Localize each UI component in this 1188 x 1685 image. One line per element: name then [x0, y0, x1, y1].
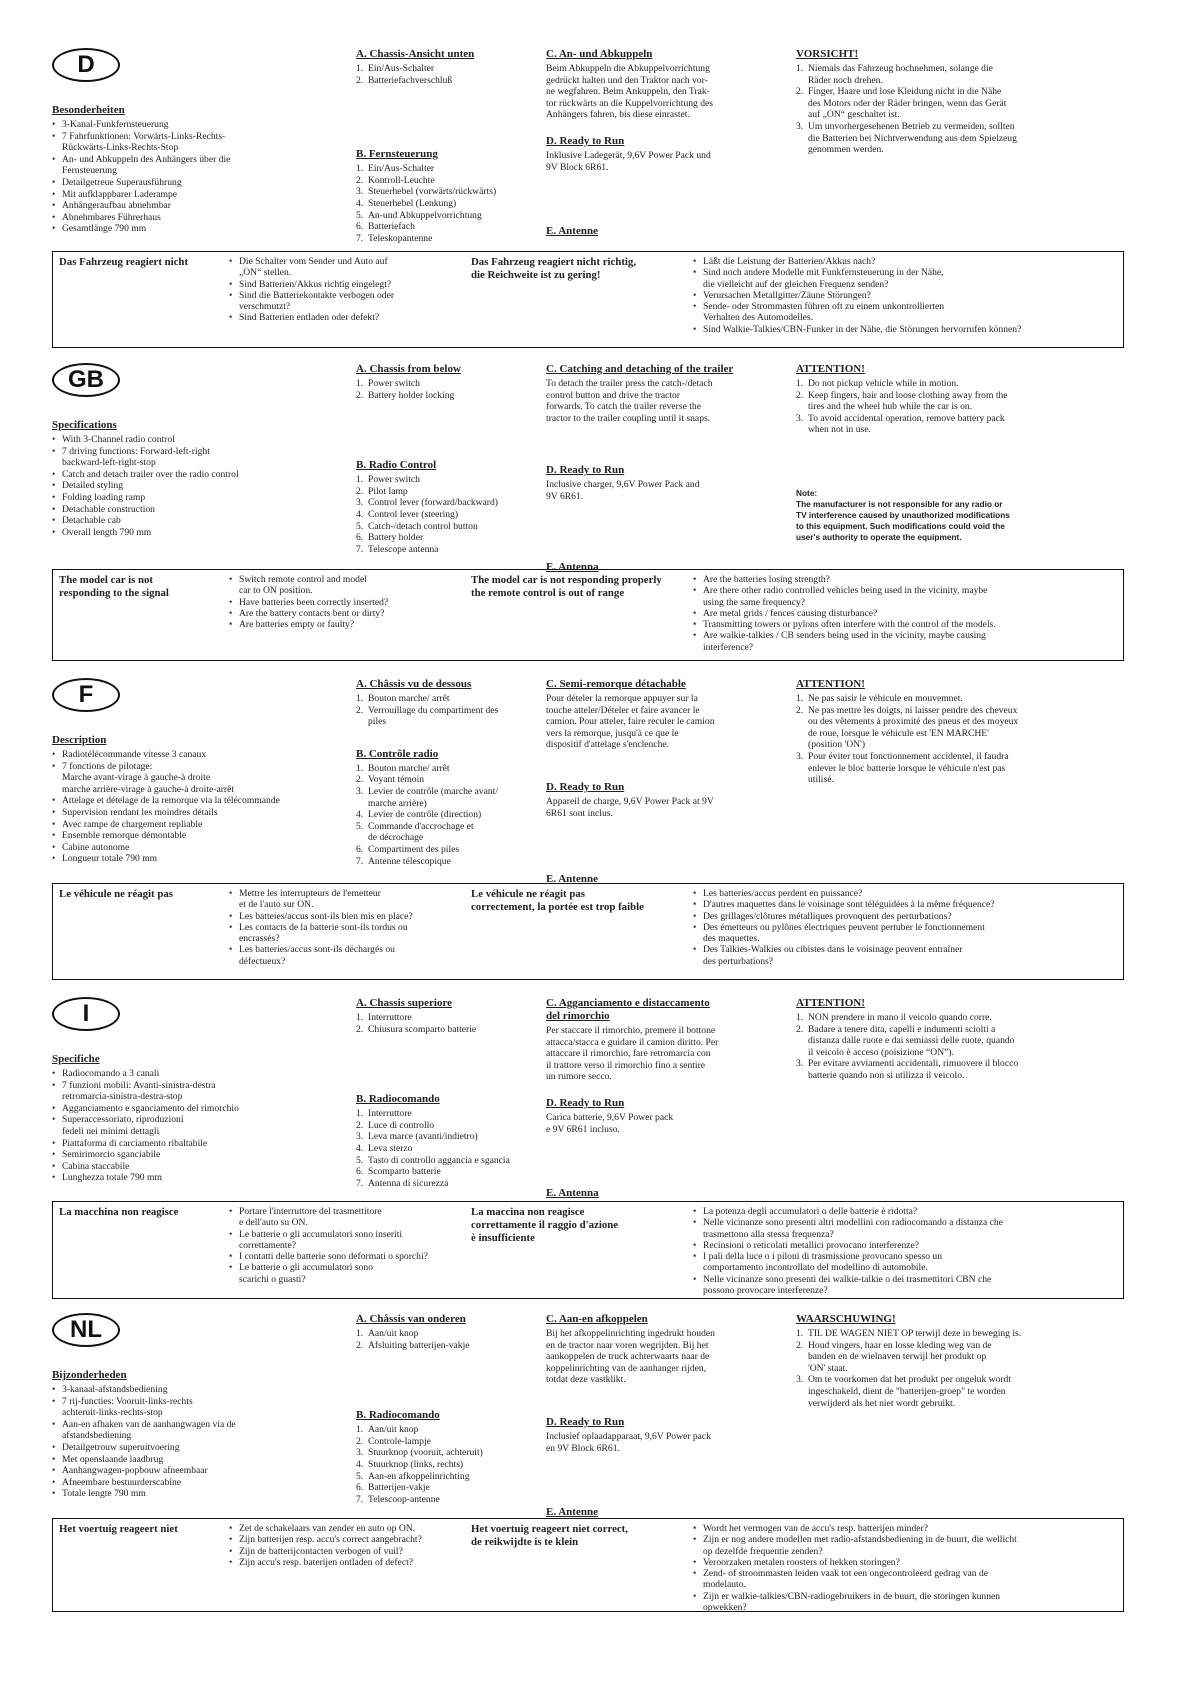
coupling-column	[546, 1313, 746, 1521]
list-item: • La potenza degli accumulatori o delle batterie è ridotta?	[703, 1206, 1127, 1217]
coupling-column	[546, 48, 746, 240]
numbered-item: 3. Levier de contrôle (marche avant/ marche arrière)	[356, 785, 498, 809]
list-item: • Are the battery contacts bent or dirty?	[239, 608, 469, 619]
numbered-item: 2. Ne pas mettre les doigts, ni laisser pendre des cheveux ou des vêtements à proximité des pneus et des moyeux de roue, lorsque le véhicule est 'EN MARCHE' (position 'ON')	[796, 704, 1019, 751]
numbered-item: 3. Om te voorkomen dat het produkt per ongeluk wordt ingeschakeld, dient de "batterijen-groep" te worden verwijderd als het niet wordt gebruikt.	[796, 1374, 1012, 1409]
warning-column	[796, 997, 1058, 1082]
poor-range-list	[693, 1523, 1127, 1613]
list-item: • Zijn batterijen resp. accu's correct aangebracht?	[239, 1534, 469, 1545]
warning-title: ATTENTION!	[796, 997, 865, 1009]
numbered-item: 1. Niemals das Fahrzeug hochnehmen, solange die Räder noch drehen.	[796, 63, 993, 86]
warning-title: ATTENTION!	[796, 363, 865, 375]
list-item: • Mettre les interrupteurs de l'emetteur et de l'auto sur ON.	[239, 888, 469, 911]
numbered-item: 1. NON prendere in mano il veicolo quando corre.	[796, 1012, 992, 1023]
warning-list	[796, 1012, 1058, 1082]
list-item: • Sind noch andere Modelle mit Funkfernsteuerung in der Nähe, die vielleicht auf der gleichen Frequenz senden?	[703, 267, 1127, 290]
numbered-item: 6. Scomparto batterie	[356, 1166, 441, 1178]
numbered-item: 3. Pour éviter tout fonctionnement accidentel, il faudra enlever le bloc batterie lorsque le véhicule n'est pas utilisé.	[796, 750, 1009, 786]
list-item: • Superaccessoriato, riproduzioni fedeli nei minimi dettagli	[62, 1114, 337, 1137]
list-item: • I contatti delle batterie sono deformati o sporchi?	[239, 1251, 469, 1262]
numbered-item: 1. Ein/Aus-Schalter	[356, 163, 435, 175]
poor-range-list	[693, 256, 1127, 335]
numbered-item: 7. Antenna di sicurezza	[356, 1177, 449, 1189]
list-item: • Zend- of stroommasten leiden vaak tot een ongecontroleerd gedrag van de modelauto.	[703, 1568, 1127, 1591]
no-response-list	[229, 256, 469, 324]
chassis-title: A. Chassis superiore	[356, 997, 453, 1009]
warning-column	[796, 48, 1058, 156]
numbered-item: 5. Aan-en afkoppelinrichting	[356, 1470, 470, 1482]
chassis-title: A. Chassis from below	[356, 363, 461, 375]
list-item: • Läßt die Leistung der Batterien/Akkus nach?	[703, 256, 1127, 267]
list-item: • Afneembare bestuurderscabine	[62, 1477, 337, 1489]
antenna-title: E. Antenne	[546, 225, 598, 238]
list-item: • Aan-en afhaken van de aanhangwagen via de afstandsbediening	[62, 1419, 337, 1442]
list-item: • Sind Walkie-Talkies/CBN-Funker in der Nähe, die Störungen hervorrufen können?	[703, 324, 1127, 335]
ready-to-run-text: Appareil de charge, 9,6V Power Pack at 9V 6R61 sont inclus.	[546, 795, 714, 819]
list-item: • Are the batteries losing strength?	[703, 574, 1127, 585]
list-item: • 3-Kanal-Funkfernsteuerung	[62, 119, 337, 131]
list-item: • Detailed styling	[62, 480, 337, 492]
numbered-item: 3. Stuurknop (vooruit, achteruit)	[356, 1447, 483, 1459]
chassis-title: A. Chåssis van onderen	[356, 1313, 466, 1325]
list-item: • Are batteries empty or faulty?	[239, 619, 469, 630]
list-item: • Detailgetreue Superausführung	[62, 177, 337, 189]
list-item: • Le batterie o gli accumulatori sono scarichi o guasti?	[239, 1262, 469, 1285]
radio-control-title: B. Radiocomando	[356, 1093, 440, 1106]
ready-to-run-title: D. Ready to Run	[546, 1096, 625, 1109]
disclaimer-note	[796, 488, 1058, 543]
radio-control-title: B. Radio Control	[356, 459, 437, 472]
list-item: • Cabine autonome	[62, 842, 337, 854]
numbered-item: 2. Keep fingers, hair and loose clothing away from the tires and the wheel hub while the car is on.	[796, 389, 1008, 413]
parts-column	[356, 1313, 536, 1505]
list-item: • Detailgetrouw superuitvoering	[62, 1442, 337, 1454]
coupling-text: Beim Abkuppeln die Abkuppelvorrichtung gedrückt halten und den Traktor nach vor- ne wegfahren. Beim Ankuppeln, den Trak- tor rückwärts an die Kuppelvorrichtung des Anhängers fahren, bis diese einrastet.	[546, 63, 714, 121]
list-item: • Sind Batterien/Akkus richtig eingelegt?	[239, 279, 469, 290]
list-item: • Detachable construction	[62, 504, 337, 516]
list-item: • Zijn er walkie-talkies/CBN-radiogebruikers in de buurt, die storingen kunnen opwekken?	[703, 1591, 1127, 1614]
coupling-text: Pour dételer la remorque appuyer sur la touche atteler/Dételer et faire avancer le camion. Pour atteler, faire reculer le camion vers la remorque, jusqu'à ce que le dispositif d'attelage s'enclenche.	[546, 693, 715, 751]
numbered-item: 6. Compartiment des piles	[356, 843, 460, 855]
numbered-item: 7. Antenne télescopique	[356, 855, 451, 867]
poor-range-list	[693, 574, 1127, 653]
chassis-list	[356, 378, 536, 401]
numbered-item: 1. Do not pickup vehicle while in motion.	[796, 378, 959, 389]
list-item: • 7 funzioni mobili: Avanti-sinistra-destra retromarcia-sinistra-destra-stop	[62, 1080, 337, 1103]
no-response-label: Het voertuig reageert niet	[59, 1523, 178, 1535]
numbered-item: 6. Batterijen-vakje	[356, 1482, 430, 1494]
list-item: • Cabina staccabile	[62, 1161, 337, 1173]
numbered-item: 4. Stuurknop (links, rechts)	[356, 1458, 464, 1470]
specs-list	[52, 119, 337, 235]
no-response-label: La macchina non reagisce	[59, 1206, 179, 1218]
numbered-item: 2. Houd vingers, haar en losse kleding weg van de banden en de wielnaven terwijl het produkt op 'ON' staat.	[796, 1339, 992, 1374]
numbered-item: 4. Control lever (steering)	[356, 508, 459, 520]
list-item: • Zet de schakelaars van zender en auto op ON.	[239, 1523, 469, 1534]
specs-title: Specifiche	[52, 1053, 100, 1065]
numbered-item: 2. Batteriefachverschluß	[356, 74, 453, 86]
list-item: • Ensemble remorque démontable	[62, 830, 337, 842]
warning-column	[796, 363, 1058, 543]
note-line: Note:	[796, 487, 818, 498]
warning-list	[796, 378, 1058, 436]
ready-to-run-text: Inclusive charger, 9,6V Power Pack and 9V 6R61.	[546, 479, 700, 502]
specs-list	[52, 434, 337, 538]
radio-control-title: B. Contrôle radio	[356, 747, 439, 760]
troubleshooting-box	[52, 1518, 1124, 1612]
numbered-item: 1. Aan/uit knop	[356, 1424, 419, 1436]
list-item: • Zijn accu's resp. baterijen ontladen of defect?	[239, 1557, 469, 1568]
warning-title: VORSICHT!	[796, 48, 859, 60]
numbered-item: 7. Teleskopantenne	[356, 232, 433, 244]
no-response-label: Das Fahrzeug reagiert nicht	[59, 256, 189, 268]
troubleshooting-box	[52, 883, 1124, 980]
list-item: • Sind die Batteriekontakte verbogen oder verschmutzt?	[239, 290, 469, 313]
radio-control-title: B. Fernsteuerung	[356, 148, 438, 161]
list-item: • Are metal grids / fences causing disturbance?	[703, 608, 1127, 619]
list-item: • Les batteries/accus sont-ils déchargés ou défectueux?	[239, 944, 469, 967]
numbered-item: 2. Finger, Haare und lose Kleidung nicht in die Nähe des Motors oder der Räder bringen, wenn das Gerät auf „ON“ geschaltet ist.	[796, 86, 1007, 121]
list-item: • Nelle vicinanze sono presenti dei walkie-talkie o dei trasmettitori CBN che possono provocare interferenze?	[703, 1274, 1127, 1297]
numbered-item: 4. Leva sterzo	[356, 1142, 413, 1154]
list-item: • Catch and detach trailer over the radio control	[62, 469, 337, 481]
specs-column	[52, 734, 337, 865]
antenna-title: E. Antenne	[546, 1506, 598, 1519]
list-item: • Sind Batterien entladen oder defekt?	[239, 312, 469, 323]
numbered-item: 1. Ne pas saisir le véhicule en mouvemnet.	[796, 693, 963, 704]
list-item: • Are walkie-talkies / CB senders being used in the vicinity, maybe causing interference?	[703, 630, 1127, 653]
numbered-item: 4. Levier de contrôle (direction)	[356, 809, 482, 821]
numbered-item: 1. TIL DE WAGEN NIET OP terwijl deze in beweging is.	[796, 1328, 1022, 1339]
specs-column	[52, 419, 337, 538]
specs-list	[52, 1384, 337, 1500]
list-item: • Zijn de batterijcontacten verbogen of vuil?	[239, 1546, 469, 1557]
numbered-item: 2. Luce di controllo	[356, 1119, 435, 1131]
list-item: • Folding loading ramp	[62, 492, 337, 504]
poor-range-label: The model car is not responding properly the remote control is out of range	[471, 574, 662, 599]
warning-column	[796, 1313, 1058, 1409]
specs-list	[52, 1068, 337, 1184]
list-item: • Des grillages/clôtures métalliques provoquent des perturbations?	[703, 911, 1127, 922]
poor-range-label: Le véhicule ne réagit pas correctement, la portée est trop faible	[471, 888, 644, 913]
specs-column	[52, 104, 337, 235]
antenna-title: E. Antenne	[546, 873, 598, 886]
troubleshooting-box	[52, 1201, 1124, 1299]
list-item: • Overall length 790 mm	[62, 527, 337, 539]
language-badge: D	[52, 48, 120, 82]
numbered-item: 1. Aan/uit knop	[356, 1328, 419, 1339]
chassis-list	[356, 693, 536, 728]
note-line: TV interference caused by unauthorized modifications	[796, 509, 1010, 520]
list-item: • With 3-Channel radio control	[62, 434, 337, 446]
list-item: • Radiocomando a 3 canali	[62, 1068, 337, 1080]
numbered-item: 3. To avoid accidental operation, remove battery pack when not in use.	[796, 412, 1005, 436]
list-item: • Portare l'interruttore del trasmettitore e dell'auto su ON.	[239, 1206, 469, 1229]
list-item: • Die Schalter vom Sender und Auto auf „ON“ stellen.	[239, 256, 469, 279]
list-item: • Transmitting towers or pylons often interfere with the control of the models.	[703, 619, 1127, 630]
list-item: • Sende- oder Strommasten führen oft zu einem unkontrollierten Verhalten des Automodelles.	[703, 301, 1127, 324]
numbered-item: 7. Telescoop-antenne	[356, 1493, 440, 1505]
language-badge: F	[52, 678, 120, 712]
numbered-item: 2. Controle-lampje	[356, 1435, 431, 1447]
coupling-title: C. An- und Abkuppeln	[546, 48, 653, 60]
specs-title: Besonderheiten	[52, 104, 125, 116]
list-item: • Have batteries been correctly inserted?	[239, 597, 469, 608]
troubleshooting-box	[52, 569, 1124, 661]
specs-title: Description	[52, 734, 107, 746]
troubleshooting-box	[52, 251, 1124, 348]
no-response-label: The model car is not responding to the signal	[59, 574, 169, 599]
language-badge: I	[52, 997, 120, 1031]
poor-range-list	[693, 888, 1127, 967]
ready-to-run-text: Carica batterie, 9,6V Power pack e 9V 6R61 incluso.	[546, 1111, 674, 1135]
radio-control-list	[356, 1424, 536, 1505]
specs-column	[52, 1053, 337, 1184]
antenna-title: E. Antenna	[546, 1187, 599, 1200]
numbered-item: 4. Steuerhebel (Lenkung)	[356, 197, 457, 209]
list-item: • Les contacts de la batterie sont-ils tordus ou encrassés?	[239, 922, 469, 945]
parts-column	[356, 997, 536, 1189]
chassis-title: A. Châssis vu de dessous	[356, 678, 472, 690]
coupling-text: Bij het afkoppelinrichting ingedrukt houden en de tractor naar voren wegrijden. Bij het aankoppelen de truck achterwaarts naar de koppelinrichting van de aanhanger rijden, totdat deze vastklikt.	[546, 1328, 715, 1386]
numbered-item: 3. Um unvorhergesehenen Betrieb zu vermeiden, sollten die Batterien bei Nichtverwendung aus dem Spielzeug genommen werden.	[796, 120, 1017, 156]
parts-column	[356, 48, 536, 244]
poor-range-label: Das Fahrzeug reagiert nicht richtig, die Reichweite ist zu gering!	[471, 256, 637, 281]
numbered-item: 5. Tasto di controllo aggancia e sgancia	[356, 1154, 510, 1166]
numbered-item: 1. Interruttore	[356, 1012, 412, 1023]
chassis-title: A. Chassis-Ansicht unten	[356, 48, 475, 60]
language-badge: GB	[52, 363, 120, 397]
ready-to-run-title: D. Ready to Run	[546, 780, 625, 793]
numbered-item: 3. Per evitare avviamenti accidentali, rimuovere il blocco batterie quando non si utilizza il veicolo.	[796, 1058, 1019, 1081]
warning-list	[796, 693, 1058, 786]
numbered-item: 1. Ein/Aus-Schalter	[356, 63, 435, 74]
numbered-item: 5. Catch-/detach control button	[356, 520, 478, 532]
list-item: • Semirimorcio sganciabile	[62, 1149, 337, 1161]
chassis-list	[356, 1328, 536, 1351]
coupling-column	[546, 363, 746, 576]
no-response-label: Le véhicule ne réagit pas	[59, 888, 173, 900]
no-response-list	[229, 1523, 469, 1568]
list-item: • Veroorzaken metalen roosters of hekken storingen?	[703, 1557, 1127, 1568]
numbered-item: 3. Steuerhebel (vorwärts/rückwärts)	[356, 186, 497, 198]
numbered-item: 2. Kontroll-Leuchte	[356, 174, 435, 186]
list-item: • 7 fonctions de pilotage: Marche avant-virage à gauche-à droite marche arrière-virage à gauche-à droite-arrêt	[62, 761, 337, 796]
radio-control-title: B. Radiocomando	[356, 1409, 440, 1422]
list-item: • Zijn er nog andere modellen met radio-afstandsbediening in de buurt, die wellicht op dezelfde frequentie zenden?	[703, 1534, 1127, 1557]
list-item: • 7 Fahrfunktionen: Vorwärts-Links-Rechts- Rückwärts-Links-Rechts-Stop	[62, 131, 337, 154]
list-item: • Met openslaande laadbrug	[62, 1454, 337, 1466]
coupling-title: C. Catching and detaching of the trailer	[546, 363, 734, 375]
no-response-list	[229, 574, 469, 630]
language-badge: NL	[52, 1313, 120, 1347]
list-item: • Avec rampe de chargement repliable	[62, 819, 337, 831]
numbered-item: 7. Telescope antenna	[356, 543, 439, 555]
specs-list	[52, 749, 337, 865]
chassis-list	[356, 63, 536, 86]
numbered-item: 5. Commande d'accrochage et de décrochage	[356, 820, 474, 844]
list-item: • Nelle vicinanze sono presenti altri modellini con radiocomando a distanza che trasmettono alla stessa frequenza?	[703, 1217, 1127, 1240]
note-line: to this equipment. Such modifications could void the	[796, 520, 1005, 531]
warning-title: WAARSCHUWING!	[796, 1313, 896, 1325]
list-item: • Wordt het vermogen van de accu's resp. batterijen minder?	[703, 1523, 1127, 1534]
ready-to-run-text: Inklusive Ladegerät, 9,6V Power Pack und 9V Block 6R61.	[546, 149, 711, 173]
list-item: • I pali della luce o i piloni di trasmissione provocano spesso un comportamento incontrollato del modellino di automobile.	[703, 1251, 1127, 1274]
parts-column	[356, 363, 536, 555]
numbered-item: 1. Bouton marche/ arrêt	[356, 762, 450, 774]
no-response-list	[229, 1206, 469, 1285]
numbered-item: 1. Power switch	[356, 474, 420, 486]
numbered-item: 1. Power switch	[356, 378, 420, 389]
no-response-list	[229, 888, 469, 967]
list-item: • Attelage et dételage de la remorque via la télécommande	[62, 795, 337, 807]
list-item: • Gesamtlänge 790 mm	[62, 223, 337, 235]
warning-list	[796, 1328, 1058, 1409]
warning-list	[796, 63, 1058, 156]
numbered-item: 2. Verrouillage du compartiment des piles	[356, 704, 499, 728]
list-item: • Des Talkies-Walkies ou cibistes dans le voisinage peuvent entraîner des perturbations?	[703, 944, 1127, 967]
numbered-item: 2. Afsluiting batterijen-vakje	[356, 1339, 470, 1351]
list-item: • Aanhangwagen-popbouw afneembaar	[62, 1465, 337, 1477]
coupling-title: C. Semi-remorque détachable	[546, 678, 686, 690]
numbered-item: 3. Leva marce (avanti/indietro)	[356, 1131, 478, 1143]
numbered-item: 2. Pilot lamp	[356, 485, 408, 497]
coupling-column	[546, 678, 746, 888]
warning-title: ATTENTION!	[796, 678, 865, 690]
antenna-title: E. Antenna	[546, 560, 599, 573]
coupling-title: C. Agganciamento e distaccamento del rimorchio	[546, 997, 710, 1022]
numbered-item: 2. Battery holder locking	[356, 389, 455, 401]
ready-to-run-title: D. Ready to Run	[546, 1415, 625, 1428]
list-item: • 7 rij-functies: Vooruit-links-rechts achteruit-links-rechts-stop	[62, 1396, 337, 1419]
list-item: • 7 driving functions: Forward-left-right backward-left-right-stop	[62, 446, 337, 469]
numbered-item: 1. Bouton marche/ arrêt	[356, 693, 450, 704]
chassis-list	[356, 1012, 536, 1035]
list-item: • Recinsioni o reticolati metallici provocano interferenze?	[703, 1240, 1127, 1251]
list-item: • Are there other radio controlled vehicles being used in the vicinity, maybe using the same frequency?	[703, 585, 1127, 608]
poor-range-label: Het voertuig reageert niet correct, de reikwijdte is te klein	[471, 1523, 628, 1548]
list-item: • Mit aufklappbarer Laderampe	[62, 189, 337, 201]
list-item: • Les batteries/accus perdent en puissance?	[703, 888, 1127, 899]
list-item: • An- und Abkuppeln des Anhängers über die Fernsteuerung	[62, 154, 337, 177]
ready-to-run-title: D. Ready to Run	[546, 464, 625, 477]
coupling-column	[546, 997, 746, 1202]
list-item: • 3-kanaal-afstandsbediening	[62, 1384, 337, 1396]
radio-control-list	[356, 763, 536, 867]
list-item: • Les batteies/accus sont-ils bien mis en place?	[239, 911, 469, 922]
poor-range-label: La maccina non reagisce correttamente il raggio d'azione è insufficiente	[471, 1206, 619, 1244]
ready-to-run-text: Inclusief oplaadapparaat, 9,6V Power pack en 9V Block 6R61.	[546, 1430, 711, 1454]
parts-column	[356, 678, 536, 867]
numbered-item: 2. Badare a tenere dita, capelli e indumenti sciolti a distanza dalle ruote e dai semiassi delle ruote, quando il veicolo è acceso (poisizione “ON”).	[796, 1023, 1015, 1058]
poor-range-list	[693, 1206, 1127, 1296]
numbered-item: 2. Voyant témoin	[356, 774, 425, 786]
list-item: • Le batterie o gli accumulatori sono inseriti correttamente?	[239, 1229, 469, 1252]
ready-to-run-title: D. Ready to Run	[546, 134, 625, 147]
warning-column	[796, 678, 1058, 786]
numbered-item: 3. Control lever (forward/backward)	[356, 497, 498, 509]
specs-title: Specifications	[52, 419, 117, 431]
list-item: • Radiotélécommande vitesse 3 canaux	[62, 749, 337, 761]
list-item: • Detachable cab	[62, 515, 337, 527]
coupling-title: C. Aan-en afkoppelen	[546, 1313, 648, 1325]
numbered-item: 5. An-und Abkuppelvorrichtung	[356, 209, 482, 221]
numbered-item: 6. Battery holder	[356, 532, 424, 544]
numbered-item: 6. Batteriefach	[356, 221, 415, 233]
list-item: • Supervision rendant les moindres détails	[62, 807, 337, 819]
list-item: • Switch remote control and model car to ON position.	[239, 574, 469, 597]
radio-control-list	[356, 474, 536, 555]
list-item: • Des émetteurs ou pylônes électriques peuvent pertuber le fonctionnement des maquettes.	[703, 922, 1127, 945]
specs-column	[52, 1369, 337, 1500]
radio-control-list	[356, 1108, 536, 1189]
specs-title: Bijzonderheden	[52, 1369, 127, 1381]
list-item: • Lunghezza totale 790 mm	[62, 1172, 337, 1184]
coupling-text: To detach the trailer press the catch-/detach control button and drive the tractor forwards. To catch the trailer reverse the tractor to the trailer coupling until it snaps.	[546, 378, 713, 424]
note-line: The manufacturer is not responsible for any radio or	[796, 498, 1003, 509]
numbered-item: 2. Chiusura scomparto batterie	[356, 1023, 477, 1035]
list-item: • Verursachen Metallgitter/Zäune Störungen?	[703, 290, 1127, 301]
list-item: • Totale lengte 790 mm	[62, 1488, 337, 1500]
radio-control-list	[356, 163, 536, 244]
list-item: • Piattaforma di carciamento ribaltabile	[62, 1138, 337, 1150]
coupling-text: Per staccare il rimorchio, premere il bottone attacca/stacca e guidare il camion diritto. Per attaccare il rimorchio, fare retromarcia con il trattore verso il rimorchio fino a sentire un rumore secco.	[546, 1025, 719, 1083]
list-item: • D'autres maquettes dans le voisinage sont téléguidées à la même fréquence?	[703, 899, 1127, 910]
note-line: user's authority to operate the equipment.	[796, 531, 962, 542]
list-item: • Agganciamento e sganciamento del rimorchio	[62, 1103, 337, 1115]
list-item: • Abnehmbares Führerhaus	[62, 212, 337, 224]
list-item: • Anhängeraufbau abnehmbar	[62, 200, 337, 212]
numbered-item: 1. Interruttore	[356, 1108, 412, 1120]
list-item: • Longueur totale 790 mm	[62, 853, 337, 865]
